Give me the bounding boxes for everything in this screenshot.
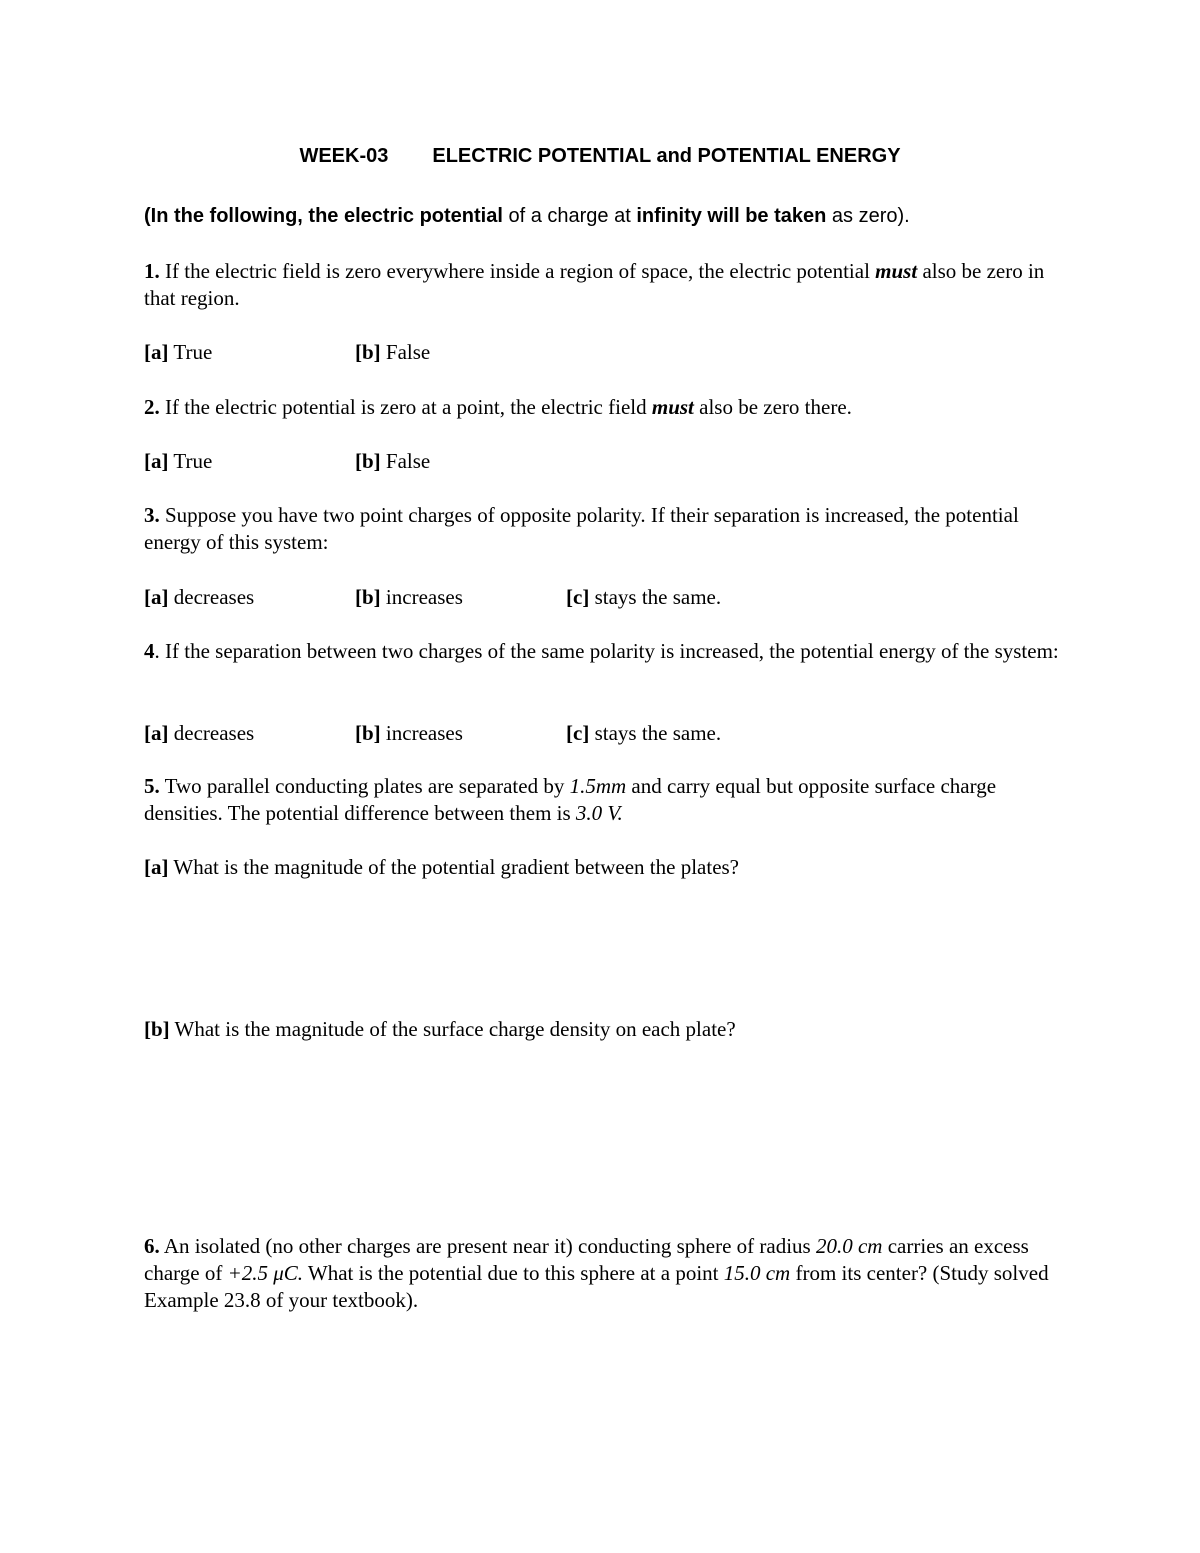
option-a[interactable] (144, 448, 212, 475)
option-text: stays the same. (589, 721, 722, 745)
question-emphasis: must (651, 395, 694, 419)
question-number: 4 (144, 639, 155, 663)
option-label: [b] (355, 340, 381, 364)
option-text: False (380, 449, 431, 473)
question-text: also be zero there. (693, 395, 852, 419)
option-text: True (168, 449, 213, 473)
option-b[interactable] (355, 584, 463, 611)
option-b[interactable] (355, 720, 463, 747)
page-title (0, 145, 1200, 168)
option-label: [b] (355, 449, 381, 473)
question-2 (144, 394, 1064, 421)
option-text: increases (380, 585, 463, 609)
question-value: 20.0 cm (815, 1234, 883, 1258)
option-b[interactable] (355, 448, 430, 475)
question-number: 6. (144, 1234, 160, 1258)
question-text: from its center? (Study solved Example 23.8 of your textbook). (144, 1261, 1049, 1312)
option-text: increases (380, 721, 463, 745)
question-5-part-a (144, 854, 1064, 881)
option-c[interactable] (566, 584, 721, 611)
option-text: decreases (168, 585, 255, 609)
option-label: [c] (566, 585, 590, 609)
question-text: Suppose you have two point charges of opposite polarity. If their separation is increased, the potential energy of this system: (144, 503, 1019, 554)
option-b[interactable] (355, 339, 430, 366)
option-label: [c] (566, 721, 590, 745)
option-label: [a] (144, 449, 169, 473)
question-number: 1. (144, 259, 160, 283)
question-5-part-b (144, 1016, 1064, 1043)
option-label: [a] (144, 340, 169, 364)
option-text: stays the same. (589, 585, 722, 609)
intro-plain-1: of a charge at (502, 205, 637, 227)
intro-bold-1: (In the following, the electric potential (144, 205, 503, 227)
part-label: [a] (144, 855, 169, 879)
part-label: [b] (144, 1017, 170, 1041)
question-text: Two parallel conducting plates are separated by (159, 774, 570, 798)
question-value: +2.5 μC. (227, 1261, 304, 1285)
question-text: carries an excess charge of (144, 1234, 1029, 1285)
question-number: 5. (144, 774, 160, 798)
question-value: 3.0 V. (575, 801, 623, 825)
question-text: . If the separation between two charges of the same polarity is increased, the potential energy of the system: (154, 639, 1059, 663)
option-label: [a] (144, 721, 169, 745)
question-number: 3. (144, 503, 160, 527)
question-number: 2. (144, 395, 160, 419)
option-a[interactable] (144, 584, 254, 611)
option-label: [b] (355, 721, 381, 745)
question-1 (144, 258, 1064, 312)
option-a[interactable] (144, 720, 254, 747)
intro-plain-2: as zero). (826, 205, 910, 227)
title-week: WEEK-03 (299, 145, 389, 167)
question-emphasis: must (875, 259, 918, 283)
part-text: What is the magnitude of the potential gradient between the plates? (168, 855, 740, 879)
option-text: True (168, 340, 213, 364)
question-text: An isolated (no other charges are present near it) conducting sphere of radius (159, 1234, 816, 1258)
option-a[interactable] (144, 339, 212, 366)
option-c[interactable] (566, 720, 721, 747)
option-label: [b] (355, 585, 381, 609)
option-text: False (380, 340, 431, 364)
question-value: 1.5mm (569, 774, 627, 798)
question-4 (144, 638, 1064, 665)
question-text: also be zero in that region. (144, 259, 1045, 310)
question-value: 15.0 cm (723, 1261, 791, 1285)
question-3 (144, 502, 1064, 556)
question-5 (144, 773, 1064, 827)
question-6 (144, 1233, 1064, 1314)
question-text: If the electric field is zero everywhere inside a region of space, the electric potential (159, 259, 876, 283)
question-text: and carry equal but opposite surface charge densities. The potential difference between them is (144, 774, 997, 825)
title-topic: ELECTRIC POTENTIAL and POTENTIAL ENERGY (432, 145, 901, 167)
intro-bold-2: infinity will be taken (636, 205, 827, 227)
part-text: What is the magnitude of the surface charge density on each plate? (169, 1017, 736, 1041)
option-label: [a] (144, 585, 169, 609)
intro-note (144, 205, 910, 228)
question-text: What is the potential due to this sphere at a point (303, 1261, 724, 1285)
question-text: If the electric potential is zero at a point, the electric field (159, 395, 652, 419)
option-text: decreases (168, 721, 255, 745)
